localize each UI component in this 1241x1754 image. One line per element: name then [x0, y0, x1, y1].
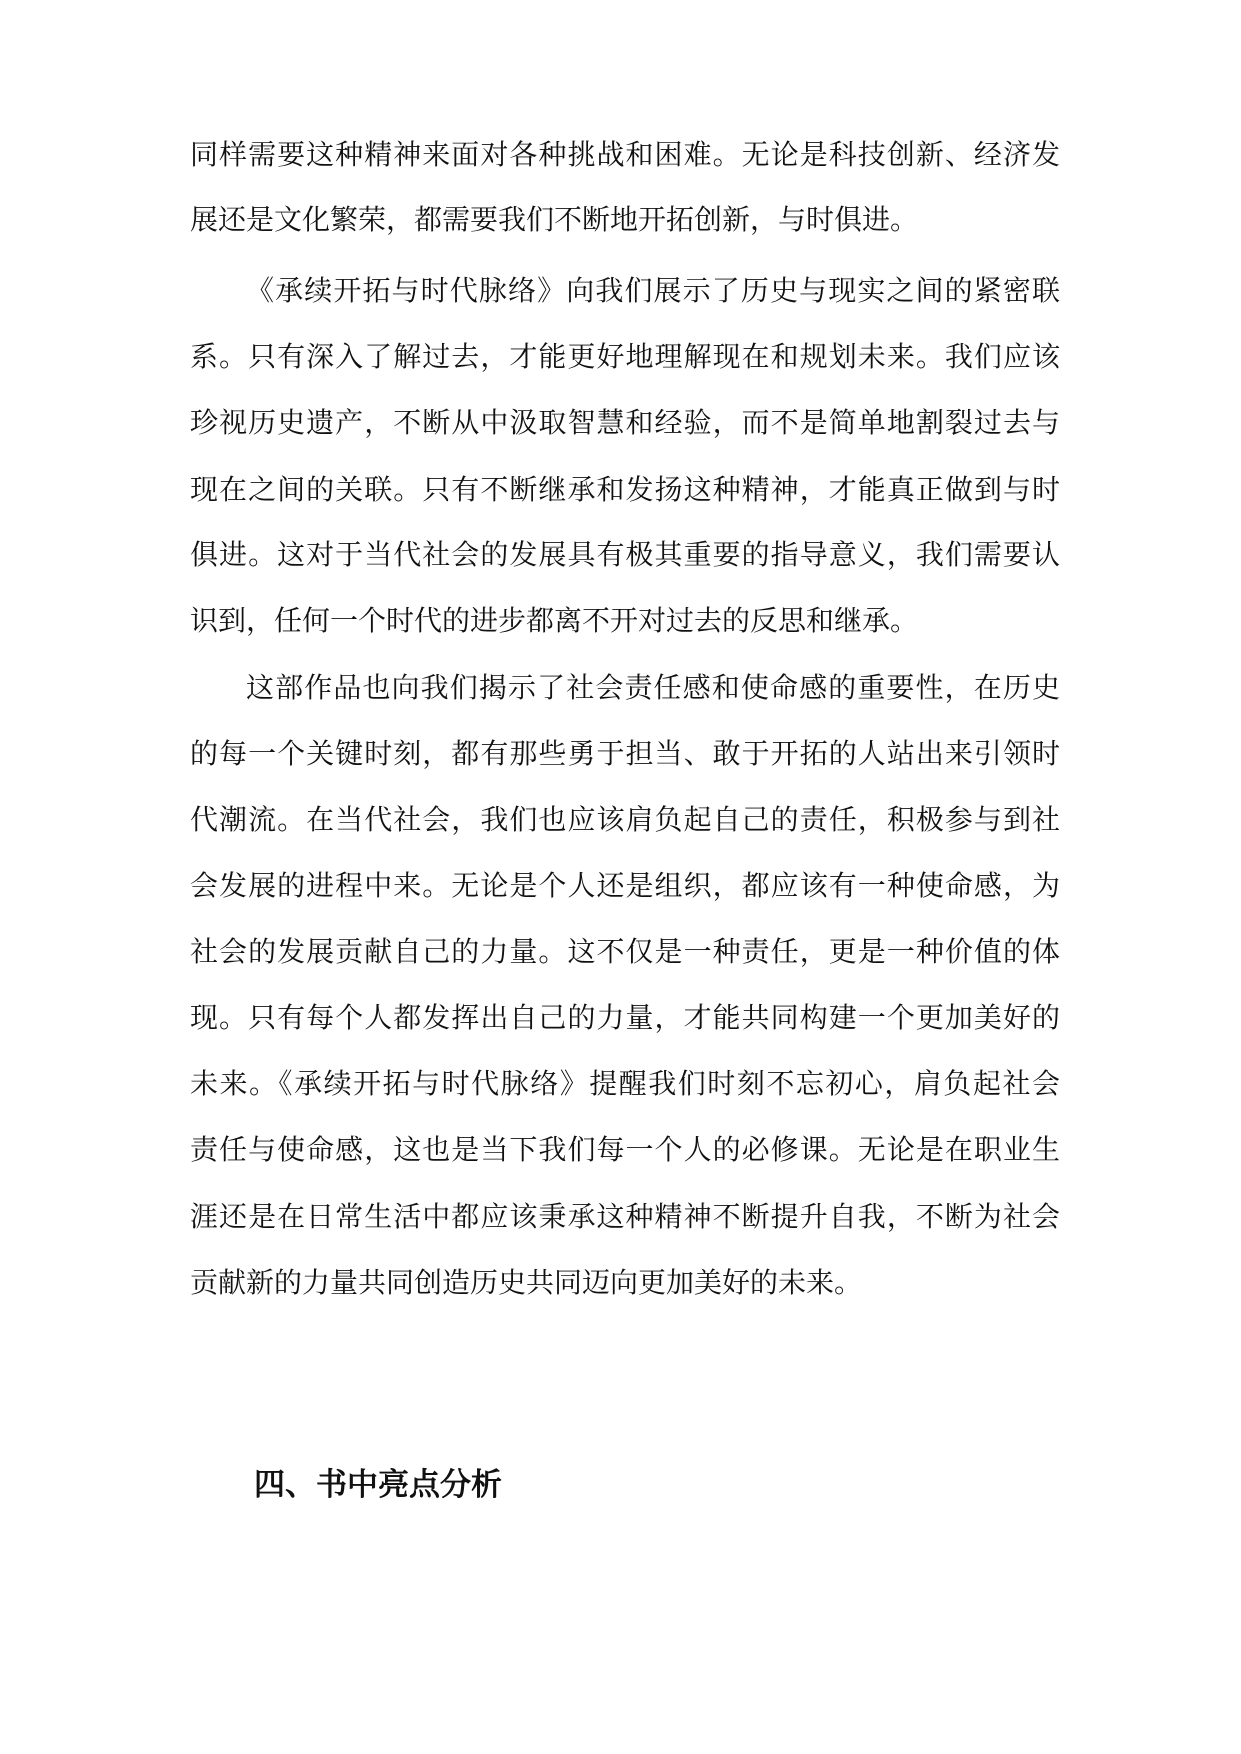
paragraph-3-line-5: 社会的发展贡献自己的力量。这不仅是一种责任，更是一种价值的体 — [190, 935, 1060, 968]
paragraph-3-line-9: 涯还是在日常生活中都应该秉承这种精神不断提升自我，不断为社会 — [190, 1200, 1060, 1233]
paragraph-3-line-8: 责任与使命感，这也是当下我们每一个人的必修课。无论是在职业生 — [190, 1133, 1060, 1166]
paragraph-2-line-6: 识到，任何一个时代的进步都离不开对过去的反思和继承。 — [190, 604, 919, 637]
paragraph-2-line-3: 珍视历史遗产，不断从中汲取智慧和经验，而不是简单地割裂过去与 — [190, 406, 1060, 439]
paragraph-1-line-2: 展还是文化繁荣，都需要我们不断地开拓创新，与时俱进。 — [190, 203, 919, 236]
paragraph-3-line-1: 这部作品也向我们揭示了社会责任感和使命感的重要性，在历史 — [246, 671, 1060, 704]
paragraph-3-line-3: 代潮流。在当代社会，我们也应该肩负起自己的责任，积极参与到社 — [190, 803, 1060, 836]
section-heading: 四、书中亮点分析 — [254, 1467, 502, 1503]
paragraph-3-line-4: 会发展的进程中来。无论是个人还是组织，都应该有一种使命感，为 — [190, 869, 1060, 902]
paragraph-3-line-7: 未来。《承续开拓与时代脉络》提醒我们时刻不忘初心，肩负起社会 — [190, 1067, 1060, 1100]
paragraph-2-line-1: 《承续开拓与时代脉络》向我们展示了历史与现实之间的紧密联 — [246, 274, 1060, 307]
paragraph-3-line-2: 的每一个关键时刻，都有那些勇于担当、敢于开拓的人站出来引领时 — [190, 737, 1060, 770]
paragraph-2-line-4: 现在之间的关联。只有不断继承和发扬这种精神，才能真正做到与时 — [190, 473, 1060, 506]
paragraph-2-line-5: 俱进。这对于当代社会的发展具有极其重要的指导意义，我们需要认 — [190, 538, 1060, 571]
paragraph-3-line-10: 贡献新的力量共同创造历史共同迈向更加美好的未来。 — [190, 1266, 863, 1299]
paragraph-2-line-2: 系。只有深入了解过去，才能更好地理解现在和规划未来。我们应该 — [190, 340, 1060, 373]
paragraph-1-line-1: 同样需要这种精神来面对各种挑战和困难。无论是科技创新、经济发 — [190, 138, 1060, 171]
paragraph-3-line-6: 现。只有每个人都发挥出自己的力量，才能共同构建一个更加美好的 — [190, 1001, 1060, 1034]
